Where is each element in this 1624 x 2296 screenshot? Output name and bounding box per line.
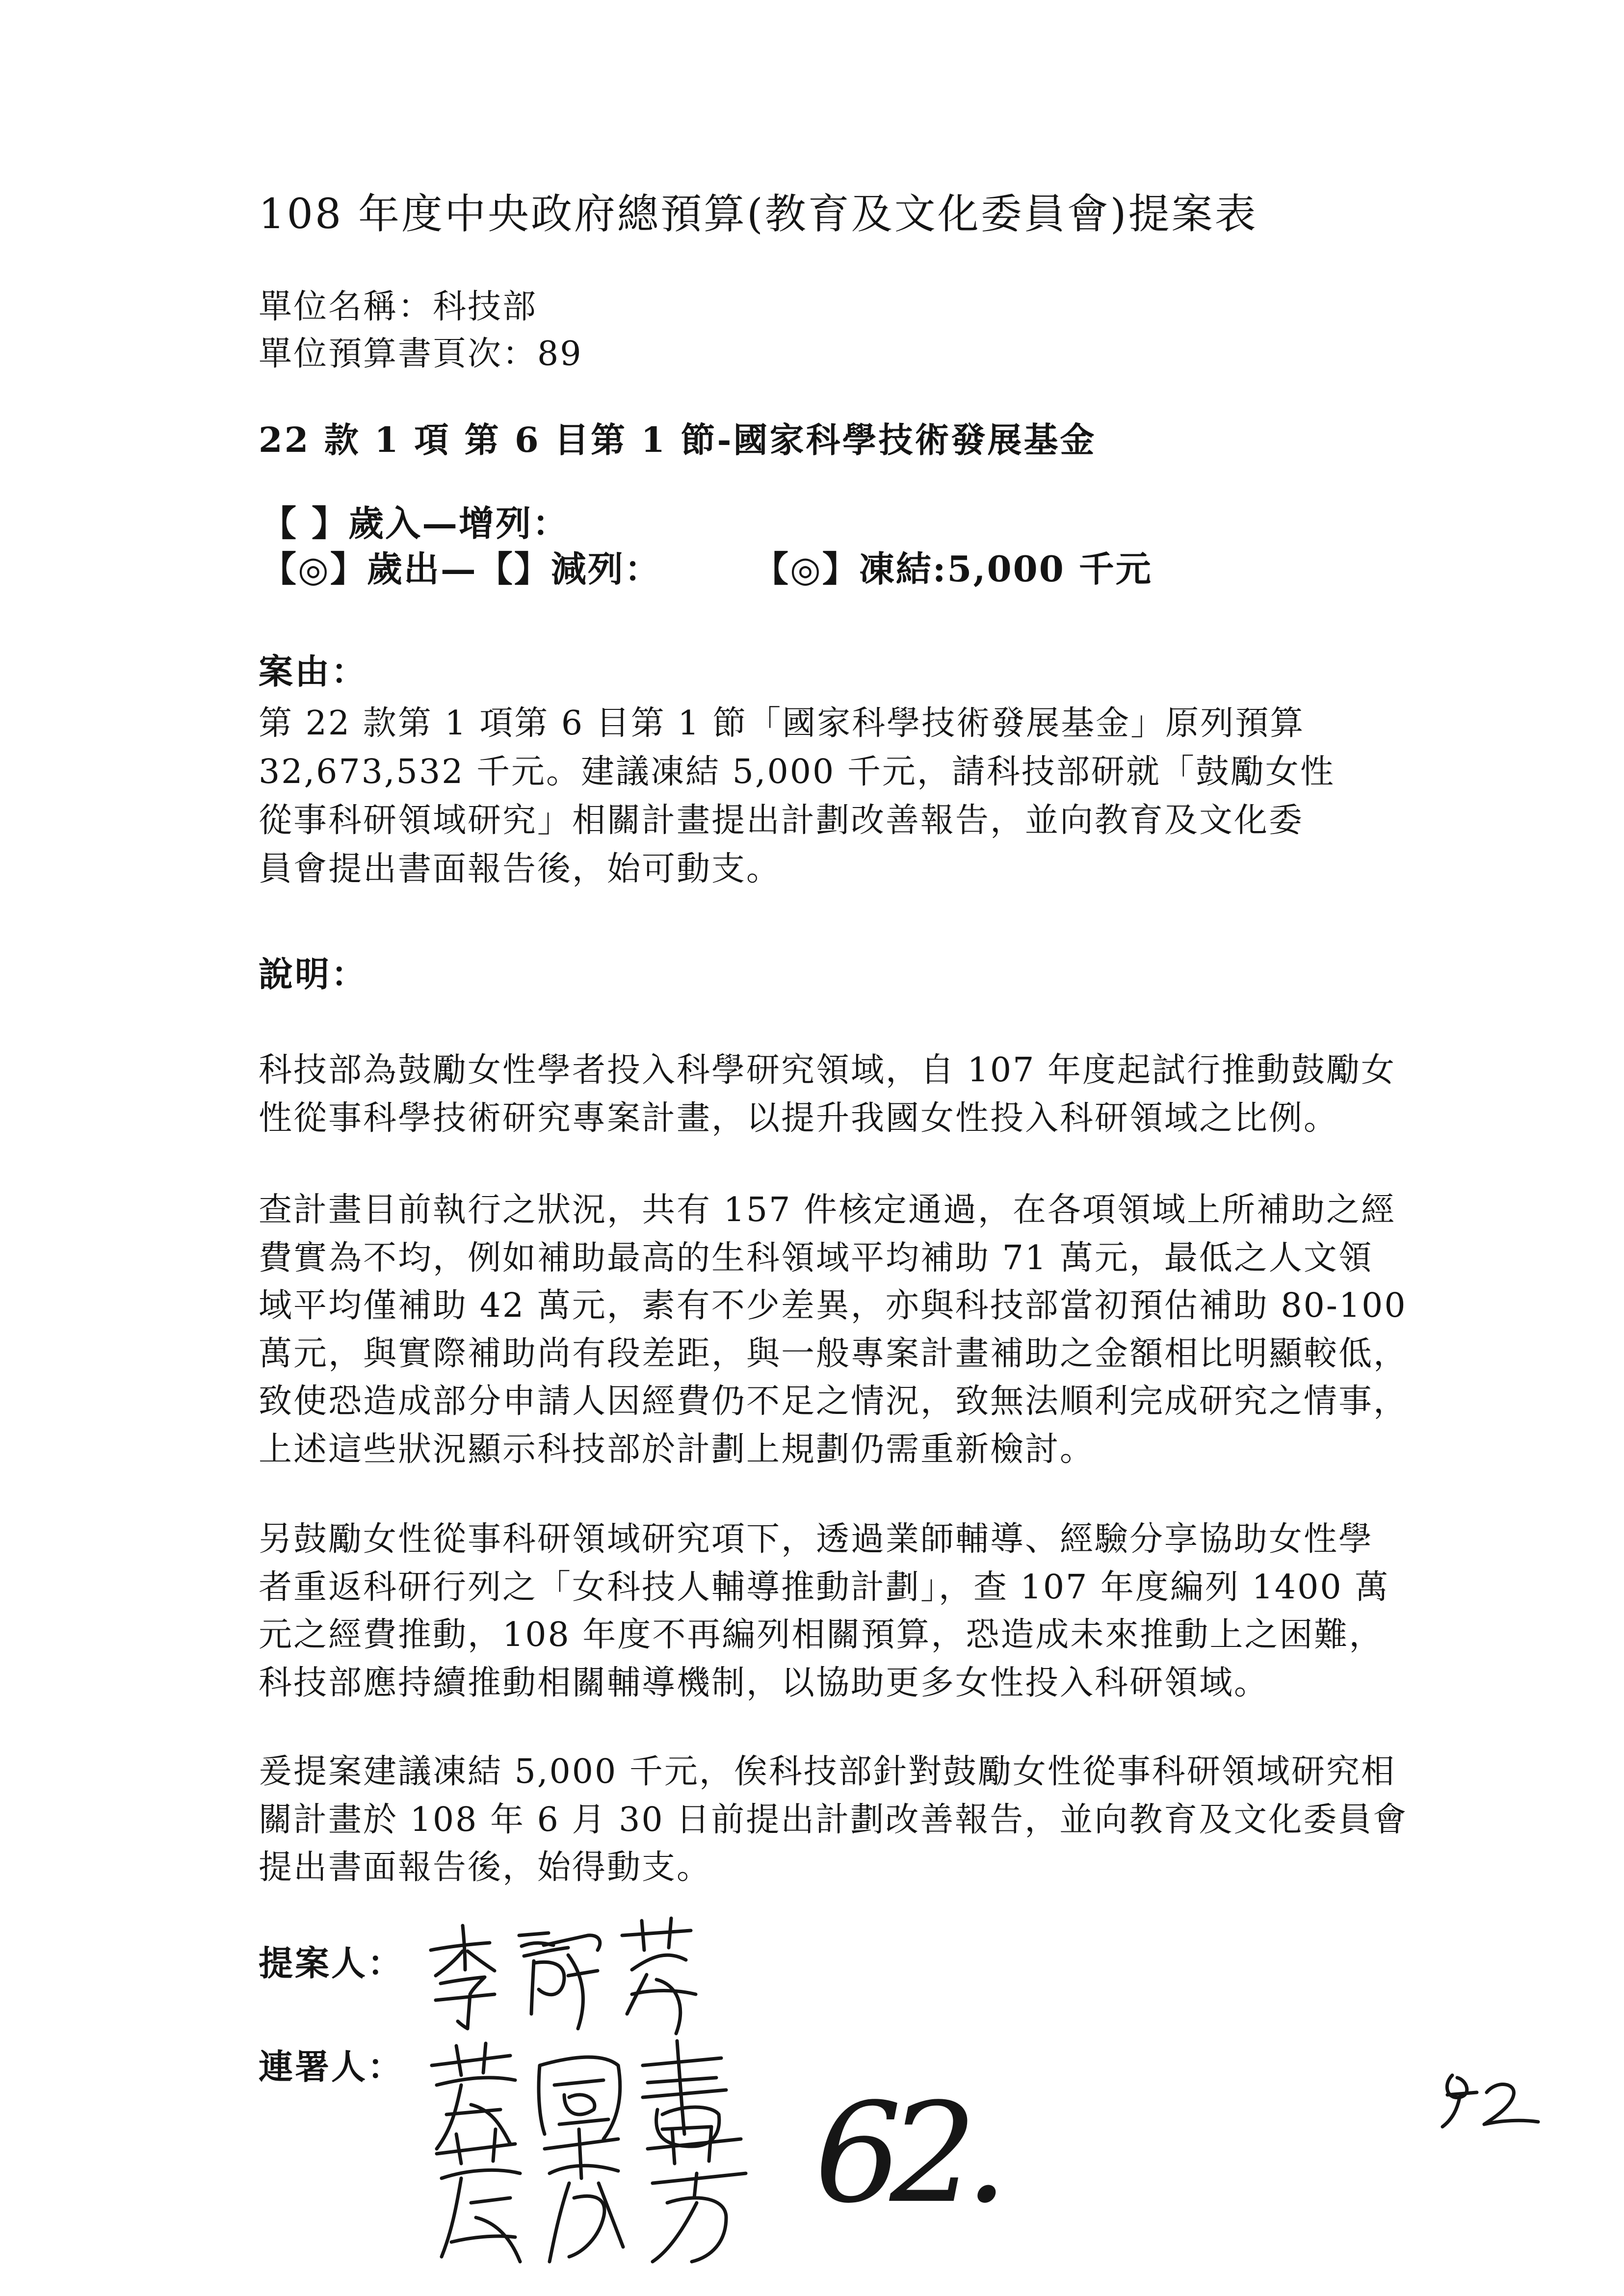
reason-line: 員會提出書面報告後，始可動支。: [259, 850, 782, 888]
explanation-line: 關計畫於 108 年 6 月 30 日前提出計劃改善報告，並向教育及文化委員會: [259, 1800, 1408, 1839]
explanation-line: 科技部為鼓勵女性學者投入科學研究領域，自 107 年度起試行推動鼓勵女: [259, 1051, 1396, 1090]
explanation-line: 上述這些狀況顯示科技部於計劃上規劃仍需重新檢討。: [259, 1430, 1095, 1469]
explanation-line: 性從事科學技術研究專案計畫，以提升我國女性投入科研領域之比例。: [259, 1098, 1339, 1138]
explanation-paragraph: [259, 1186, 1408, 1473]
explanation-line: 萬元，與實際補助尚有段差距，與一般專案計畫補助之金額相比明顯較低，: [259, 1334, 1409, 1373]
revenue-increase-line: 【 】歲入—增列：: [261, 502, 570, 544]
unit-budget-page: 單位預算書頁次：89: [259, 335, 583, 373]
budget-section-heading: 22 款 1 項 第 6 目第 1 節-國家科學技術發展基金: [259, 419, 1097, 460]
explanation-paragraph: [259, 1046, 1396, 1142]
cosigner-signature: [422, 2119, 756, 2267]
reason-line: 從事科研領域研究」相關計畫提出計劃改善報告，並向教育及文化委: [259, 801, 1304, 840]
expenditure-reduce-line: 【◎】歲出—【】減列：: [261, 548, 661, 590]
handwritten-page-mark: [1433, 2065, 1545, 2134]
page-title: 108 年度中央政府總預算(教育及文化委員會)提案表: [259, 190, 1258, 238]
explanation-paragraph: [259, 1748, 1408, 1892]
reason-line: 32,673,532 千元。建議凍結 5,000 千元，請科技部研就「鼓勵女性: [259, 753, 1335, 791]
explanation-line: 科技部應持續推動相關輔導機制，以協助更多女性投入科研領域。: [259, 1663, 1269, 1702]
reason-heading: 案由：: [259, 651, 367, 692]
explanation-line: 另鼓勵女性從事科研領域研究項下，透過業師輔導、經驗分享協助女性學: [259, 1520, 1374, 1559]
explanation-line: 域平均僅補助 42 萬元，素有不少差異，亦與科技部當初預估補助 80-100: [259, 1286, 1407, 1325]
explanation-line: 爰提案建議凍結 5,000 千元，俟科技部針對鼓勵女性從事科研領域研究相: [259, 1752, 1396, 1791]
explanation-line: 提出書面報告後，始得動支。: [259, 1848, 712, 1887]
proposer-label: 提案人：: [259, 1943, 404, 1983]
reason-paragraph: [259, 699, 1335, 893]
cosigner-label: 連署人：: [259, 2046, 404, 2087]
proposer-signature: [421, 1916, 706, 2048]
explanation-line: 查計畫目前執行之狀況，共有 157 件核定通過，在各項領域上所補助之經: [259, 1191, 1396, 1229]
unit-info: [259, 284, 583, 378]
explanation-line: 元之經費推動，108 年度不再編列相關預算，恐造成未來推動上之困難，: [259, 1616, 1384, 1654]
explanation-line: 致使恐造成部分申請人因經費仍不足之情況，致無法順利完成研究之情事，: [259, 1382, 1409, 1421]
explanation-line: 費實為不均，例如補助最高的生科領域平均補助 71 萬元，最低之人文領: [259, 1238, 1373, 1278]
unit-name: 單位名稱：科技部: [259, 287, 538, 326]
freeze-amount-line: 【◎】凍結:5,000 千元: [753, 548, 1153, 590]
explanation-line: 者重返科研行列之「女科技人輔導推動計劃」，查 107 年度編列 1400 萬: [259, 1567, 1390, 1607]
explanation-heading: 說明：: [259, 954, 367, 994]
reason-line: 第 22 款第 1 項第 6 目第 1 節「國家科學技術發展基金」原列預算: [259, 704, 1305, 743]
explanation-paragraph: [259, 1515, 1389, 1707]
handwritten-number: 62.: [814, 2074, 996, 2234]
